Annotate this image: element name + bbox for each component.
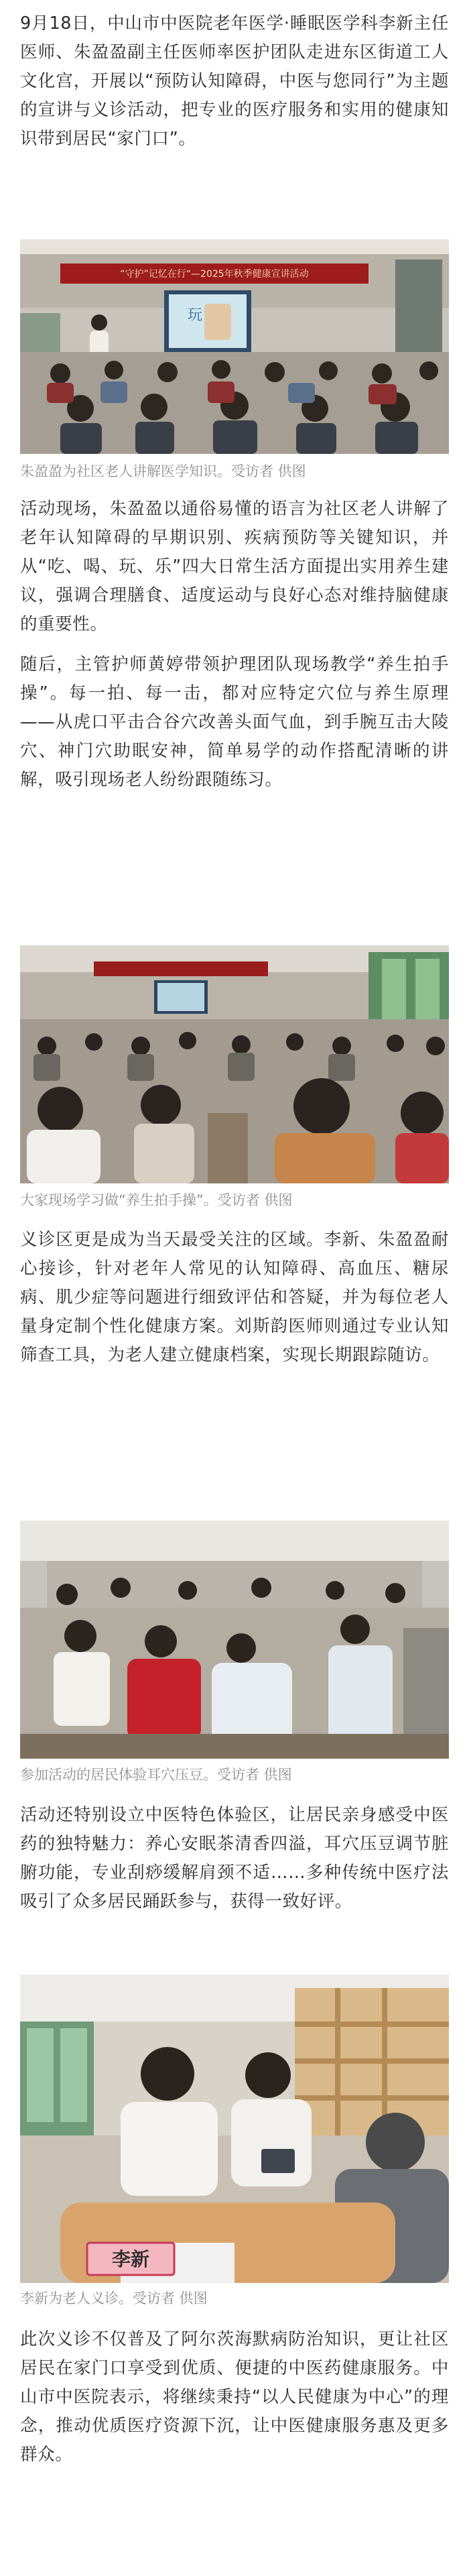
- caption-ear-acupressure: 参加活动的居民体验耳穴压豆。受访者 供图: [20, 1767, 292, 1783]
- lecture-banner-text: “守护”记忆在行“—2025年秋季健康宣讲活动: [120, 269, 309, 280]
- photo-lecture: [20, 239, 449, 454]
- paragraph-clap-exercise: 随后，主管护师黄婷带领护理团队现场教学“养生拍手操”。每一拍、每一击，都对应特定穴位与养生原理——从虎口平击合谷穴改善头面气血，到手腕互击大陵穴、神门穴助眠安神，简单易学的动作搭配清晰的讲解，吸引现场老人纷纷跟随练习。: [20, 654, 449, 790]
- paragraph-tcm-area: 活动还特别设立中医特色体验区，让居民亲身感受中医药的独特魅力：养心安眠茶清香四溢，耳穴压豆调节脏腑功能，专业刮痧缓解肩颈不适……多种传统中医疗法吸引了众多居民踊跃参与，获得一致好评。: [20, 1805, 449, 1912]
- photo-ear-acupressure: [20, 1521, 449, 1759]
- photo-li-xin-consultation: [20, 1975, 449, 2283]
- paragraph-conclusion: 此次义诊不仅普及了阿尔茨海默病防治知识，更让社区居民在家门口享受到优质、便捷的中医药健康服务。中山市中医院表示，将继续秉持“以人民健康为中心”的理念，推动优质医疗资源下沉，让中医健康服务惠及更多群众。: [20, 2329, 449, 2465]
- paragraph-clinic: 义诊区更是成为当天最受关注的区域。李新、朱盈盈耐心接诊，针对老年人常见的认知障碍、高血压、糖尿病、肌少症等问题进行细致评估和答疑，并为每位老人量身定制个性化健康方案。刘斯韵医师则通过专业认知筛查工具，为老人建立健康档案，实现长期跟踪随访。: [20, 1230, 449, 1365]
- lecture-screen-text: 玩: [188, 307, 203, 324]
- caption-li-xin-consultation: 李新为老人义诊。受访者 供图: [20, 2290, 208, 2306]
- paragraph-intro: 9月18日，中山市中医院老年医学·睡眠医学科李新主任医师、朱盈盈副主任医师率医护团队走进东区街道工人文化宫，开展以“预防认知障碍，中医与您同行”为主题的宣讲与义诊活动，把专业的医疗服务和实用的健康知识带到居民“家门口”。: [20, 13, 449, 149]
- caption-lecture: 朱盈盈为社区老人讲解医学知识。受访者 供图: [20, 463, 306, 479]
- caption-clap-exercise: 大家现场学习做“养生拍手操”。受访者 供图: [20, 1192, 293, 1208]
- photo-clap-exercise: [20, 945, 449, 1183]
- paragraph-lecture-content: 活动现场，朱盈盈以通俗易懂的语言为社区老人讲解了老年认知障碍的早期识别、疾病预防等关键知识，并从“吃、喝、玩、乐”四大日常生活方面提出实用养生建议，强调合理膳食、适度运动与良好心态对维持脑健康的重要性。: [20, 499, 449, 634]
- name-card-text: 李新: [111, 2248, 150, 2270]
